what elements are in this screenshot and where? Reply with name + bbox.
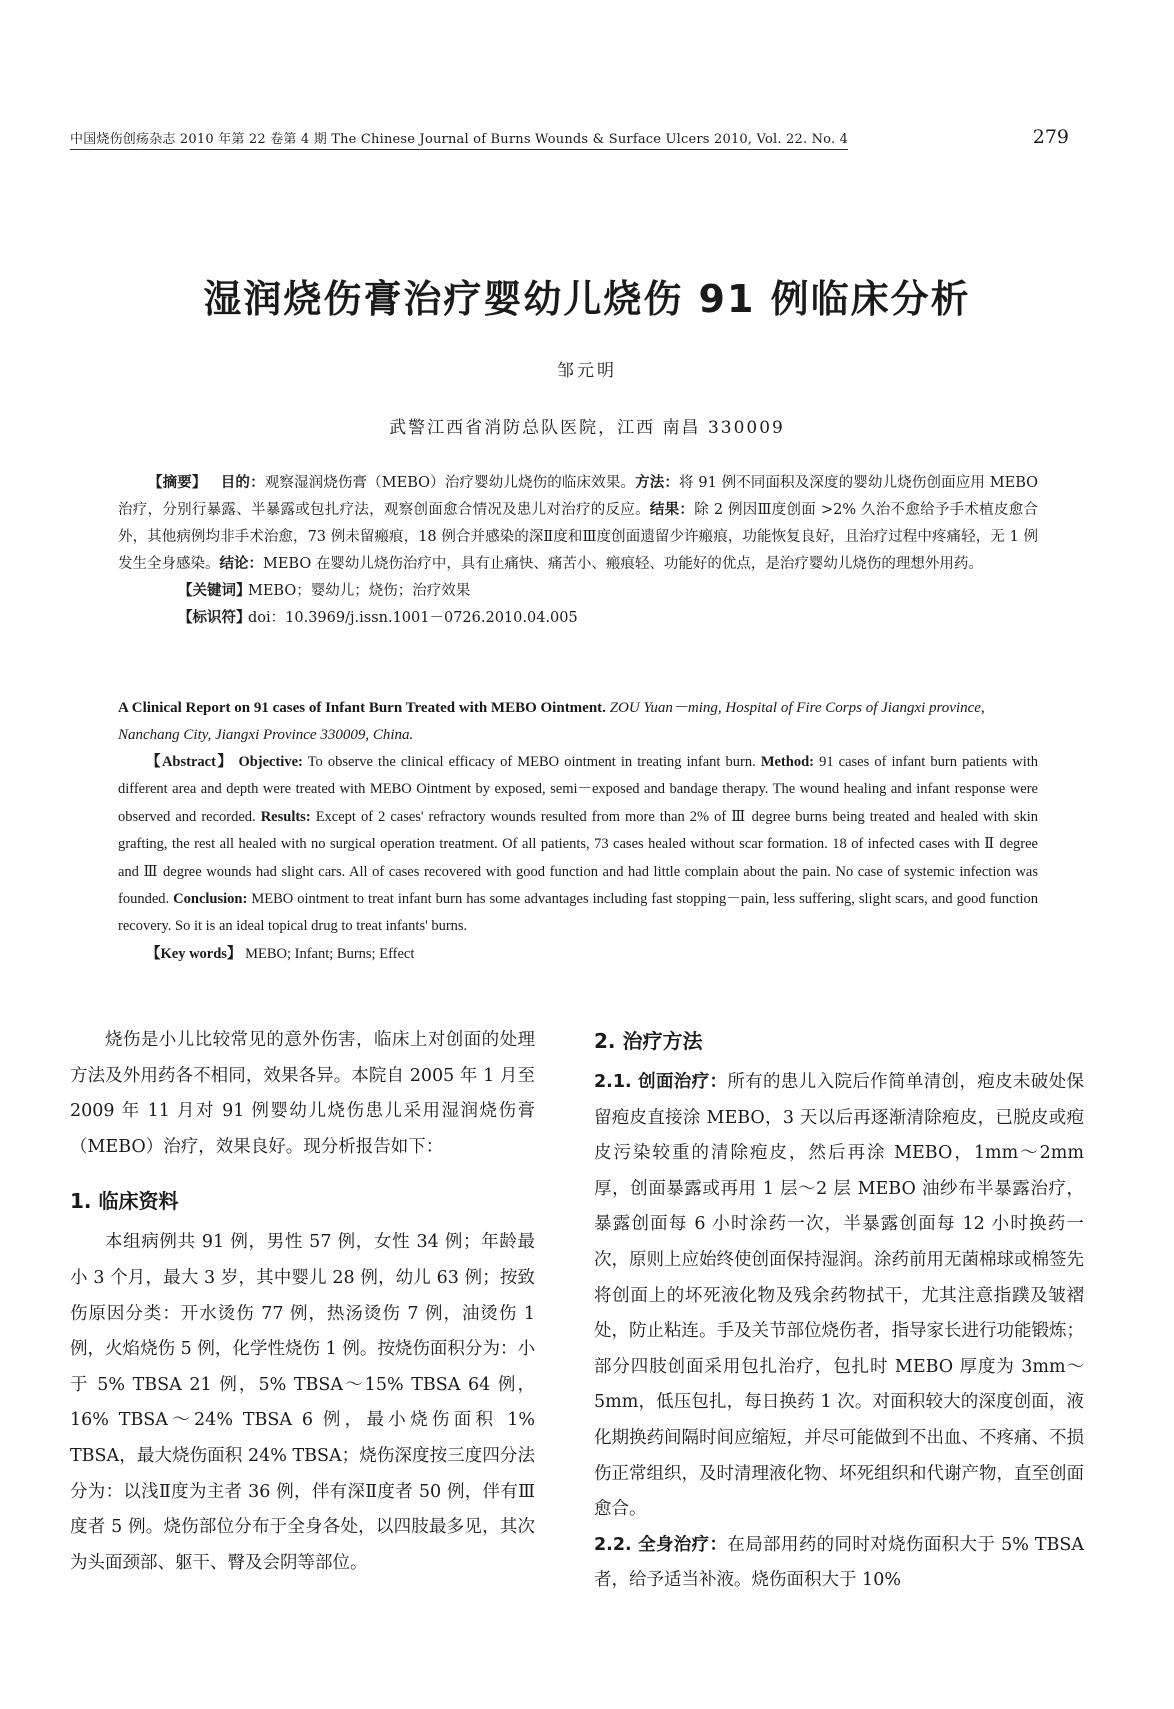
en-method-text: 91 cases of infant burn patients with different area and depth were treated with MEBO Ointment by exposed, semi－exposed and bandage therapy. The wound healing and infant response were observed and recorded. [118, 754, 1039, 825]
en-results-label: Results: [260, 808, 311, 825]
en-keywords-text: MEBO; Infant; Burns; Effect [245, 945, 415, 962]
journal-header-text: 中国烧伤创疡杂志 2010 年第 22 卷第 4 期 The Chinese Journal of Burns Wounds & Surface Ulcers 2010, Vol. 22. No. 4 [70, 132, 848, 150]
en-author-affiliation: ZOU Yuan－ming, Hospital of Fire Corps of Jiangxi province, Nanchang City, Jiangxi Province 330009, China. [118, 700, 985, 743]
subsection-2-1-label: 2.1. 创面治疗： [594, 1072, 728, 1092]
cn-conclusion-label: 结论： [219, 556, 263, 572]
body-left-column [70, 1023, 535, 1581]
page-number: 279 [1032, 126, 1069, 148]
cn-identifier-text: doi：10.3969/j.issn.1001－0726.2010.04.005 [248, 610, 578, 626]
author-name: 邹元明 [557, 361, 617, 381]
en-abstract-body [118, 749, 1038, 941]
author-affiliation: 武警江西省消防总队医院，江西 南昌 330009 [389, 418, 785, 438]
section-2-heading: 2. 治疗方法 [594, 1029, 703, 1053]
subsection-2-2-text: 在局部用药的同时对烧伤面积大于 5% TBSA 者，给予适当补液。烧伤面积大于 10% [594, 1534, 1084, 1591]
cn-objective-label: 目的： [220, 475, 265, 491]
body-right-column [594, 1023, 1084, 1599]
section-1-paragraph: 本组病例共 91 例，男性 57 例，女性 34 例；年龄最小 3 个月，最大 3 岁，其中婴儿 28 例，幼儿 63 例；按致伤原因分类：开水烫伤 77 例，热汤烫伤 7 例，油烫伤 1 例，火焰烧伤 5 例，化学性烧伤 1 例。按烧伤面积分为：小于 5% TBSA 21 例，5% TBSA～15% TBSA 64 例，16% TBSA～24% TBSA 6 例，最小烧伤面积 1% TBSA，最大烧伤面积 24% TBSA；烧伤深度按三度四分法分为：以浅Ⅱ度为主者 36 例，伴有深Ⅱ度者 50 例，伴有Ⅲ度者 5 例。烧伤部位分布于全身各处，以四肢最多见，其次为头面颈部、躯干、臀及会阴等部位。 [70, 1232, 535, 1573]
cn-result-text: 除 2 例因Ⅲ度创面 >2% 久治不愈给予手术植皮愈合外，其他病例均非手术治愈，73 例未留瘢痕，18 例合并感染的深Ⅱ度和Ⅲ度创面遗留少许瘢痕，功能恢复良好，且治疗过程中疼痛轻，无 1 例发生全身感染。 [118, 502, 1039, 572]
cn-identifier-label: 【标识符】 [178, 610, 251, 626]
en-keywords-label: 【Key words】 [146, 945, 242, 962]
en-objective-label: Objective: [238, 754, 303, 770]
en-results-text: Except of 2 cases' refractory wounds resulted from more than 2% of Ⅲ degree burns being treated and healed with skin grafting, the rest all healed with no surgical operation treatment. Of all patients, 73 cases healed without scar formation. 18 of infected cases with Ⅱ degree and Ⅲ degree wounds had slight cars. All of cases recovered with good function and had little complain about the pain. No case of systemic infection was founded. [118, 808, 1039, 908]
cn-result-label: 结果： [649, 502, 695, 518]
subsection-2-1-paragraph [594, 1065, 1084, 1528]
cn-method-label: 方法： [635, 475, 680, 491]
article-title: 湿润烧伤膏治疗婴幼儿烧伤 91 例临床分析 [203, 277, 971, 321]
subsection-2-1-text: 所有的患儿入院后作简单清创，疱皮未破处保留疱皮直接涂 MEBO，3 天以后再逐渐清除疱皮，已脱皮或疱皮污染较重的清除疱皮，然后再涂 MEBO，1mm～2mm 厚，创面暴露或再用 1 层～2 层 MEBO 油纱布半暴露治疗，暴露创面每 6 小时涂药一次，半暴露创面每 12 小时换药一次，原则上应始终使创面保持湿润。涂药前用无菌棉球或棉签先将创面上的坏死液化物及残余药物拭干，尤其注意指蹼及皱褶处，防止粘连。手及关节部位烧伤者，指导家长进行功能锻炼；部分四肢创面采用包扎治疗，包扎时 MEBO 厚度为 3mm～5mm，低压包扎，每日换药 1 次。对面积较大的深度创面，液化期换药间隔时间应缩短，并尽可能做到不出血、不疼痛、不损伤正常组织，及时清理液化物、坏死组织和代谢产物，直至创面愈合。 [594, 1072, 1084, 1520]
en-abstract-label: 【Abstract】 [146, 754, 234, 770]
cn-keywords-row [118, 578, 1038, 605]
cn-abstract-body [118, 470, 1038, 578]
en-conclusion-label: Conclusion: [173, 891, 248, 908]
section-1-heading: 1. 临床资料 [70, 1189, 179, 1214]
running-header [70, 128, 1080, 147]
cn-method-text: 将 91 例不同面积及深度的婴幼儿烧伤创面应用 MEBO 治疗，分别行暴露、半暴露或包扎疗法，观察创面愈合情况及患儿对治疗的反应。 [118, 475, 1039, 518]
cn-objective-text: 观察湿润烧伤膏（MEBO）治疗婴幼儿烧伤的临床效果。 [264, 475, 636, 491]
cn-identifier-row [118, 605, 1038, 632]
en-keywords-row [118, 941, 1038, 968]
chinese-abstract [118, 470, 1038, 632]
en-conclusion-text: MEBO ointment to treat infant burn has some advantages including fast stopping－pain, less suffering, slight scars, and good function recovery. So it is an ideal topical drug to treat infants' burns. [118, 891, 1039, 935]
cn-conclusion-text: MEBO 在婴幼儿烧伤治疗中，具有止痛快、痛苦小、瘢痕轻、功能好的优点，是治疗婴幼儿烧伤的理想外用药。 [263, 556, 983, 572]
en-article-title: A Clinical Report on 91 cases of Infant Burn Treated with MEBO Ointment. [118, 700, 606, 716]
cn-abstract-label: 【摘要】 [148, 475, 207, 491]
en-method-label: Method: [760, 754, 814, 770]
en-objective-text: To observe the clinical efficacy of MEBO ointment in treating infant burn. [307, 754, 756, 770]
english-title-block [118, 695, 1038, 749]
intro-paragraph: 烧伤是小儿比较常见的意外伤害，临床上对创面的处理方法及外用药各不相同，效果各异。本院自 2005 年 1 月至 2009 年 11 月对 91 例婴幼儿烧伤患儿采用湿润烧伤膏（MEBO）治疗，效果良好。现分析报告如下： [70, 1030, 535, 1157]
subsection-2-2-label: 2.2. 全身治疗： [594, 1534, 728, 1555]
cn-keywords-label: 【关键词】 [178, 583, 251, 599]
english-abstract [118, 749, 1038, 968]
cn-keywords-text: MEBO；婴幼儿；烧伤；治疗效果 [248, 583, 471, 599]
subsection-2-2-paragraph [594, 1528, 1084, 1599]
